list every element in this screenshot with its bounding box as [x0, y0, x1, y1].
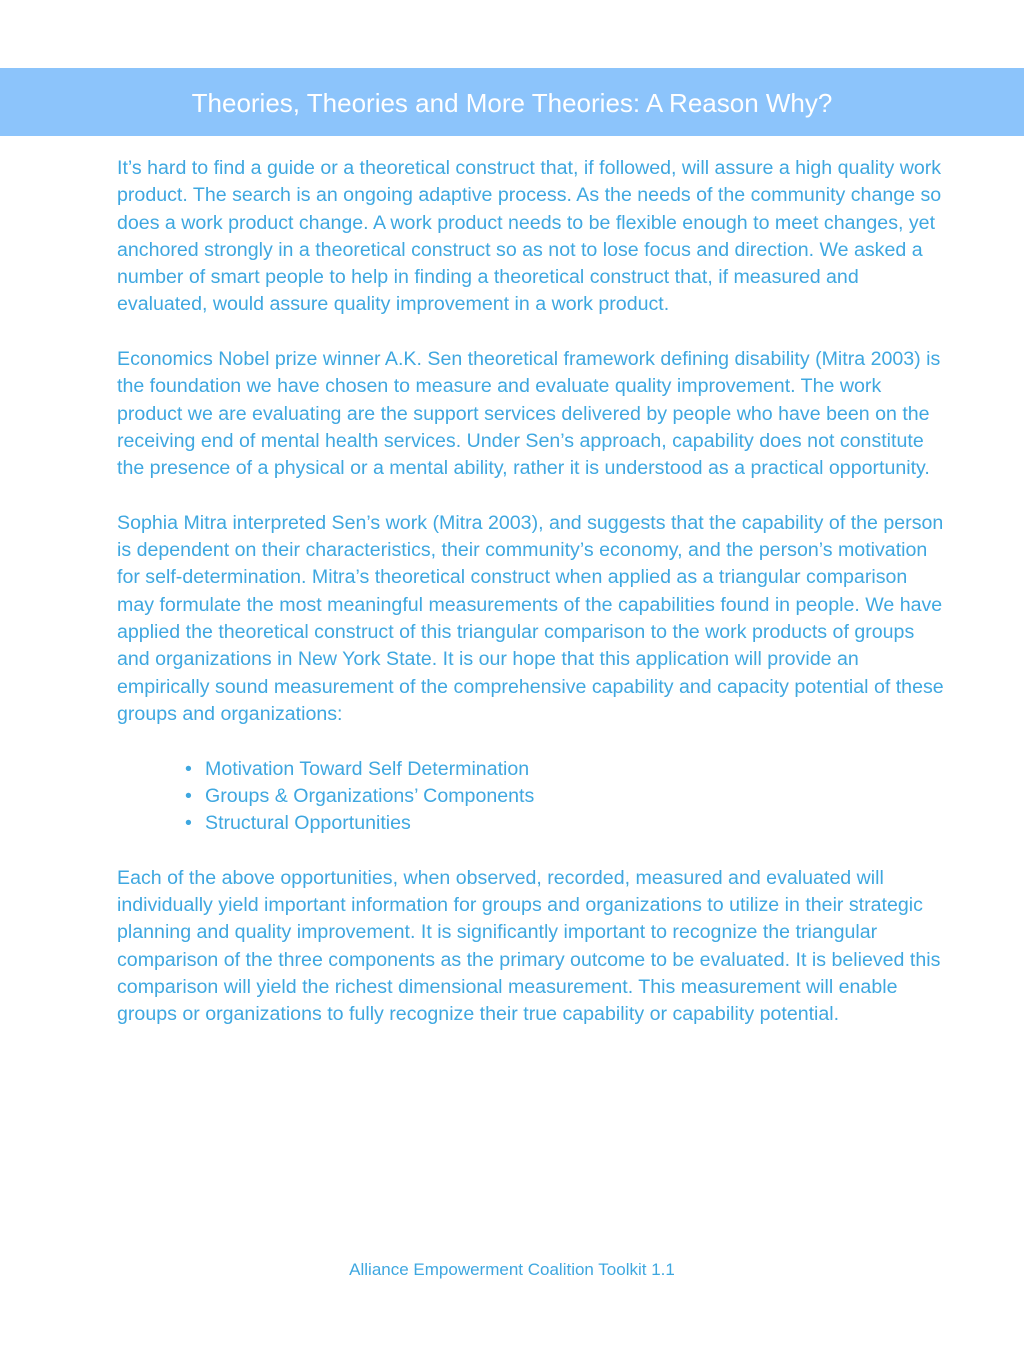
list-item: [185, 783, 947, 810]
paragraph-closing: Each of the above opportunities, when observed, recorded, measured and evaluated will individually yield important information for groups and organizations to utilize in their strategic planning and quality improvement. It is significantly important to recognize the triangular comparison of the three components as the primary outcome to be evaluated. It is believed this comparison will yield the richest dimensional measurement. This measurement will enable groups or organizations to fully recognize their true capability or capability potential.: [117, 866, 941, 1026]
body-text: [117, 155, 947, 1056]
list-item-label: Groups & Organizations’ Components: [205, 784, 535, 807]
bullet-icon: •: [185, 757, 192, 780]
paragraph-intro: It’s hard to find a guide or a theoretical construct that, if followed, will assure a high quality work product. The search is an ongoing adaptive process. As the needs of the community change so does a work product change. A work product needs to be flexible enough to meet changes, yet anchored strongly in a theoretical construct so as not to lose focus and direction. We asked a number of smart people to help in finding a theoretical construct that, if measured and evaluated, would assure quality improvement in a work product.: [117, 157, 942, 316]
paragraph-mitra-interpretation: Sophia Mitra interpreted Sen’s work (Mitra 2003), and suggests that the capability of the person is dependent on their characteristics, their community’s economy, and the person’s motivation for self-determination. Mitra’s theoretical construct when applied as a triangular comparison may formulate the most meaningful measurements of the capabilities found in people. We have applied the theoretical construct of this triangular comparison to the work products of groups and organizations in New York State. It is our hope that this application will provide an empirically sound measurement of the comprehensive capability and capacity potential of these groups and organizations:: [117, 511, 944, 725]
paragraph-sen-framework: Economics Nobel prize winner A.K. Sen theoretical framework defining disability (Mitra 2003) is the foundation we have chosen to measure and evaluate quality improvement. The work product we are evaluating are the support services delivered by people who have been on the receiving end of mental health services. Under Sen’s approach, capability does not constitute the presence of a physical or a mental ability, rather it is understood as a practical opportunity.: [117, 348, 941, 480]
bullet-icon: •: [185, 784, 192, 807]
list-item-label: Structural Opportunities: [205, 812, 411, 835]
list-item: [185, 756, 947, 783]
list-item: [185, 810, 947, 837]
list-item-label: Motivation Toward Self Determination: [205, 757, 530, 780]
page-title: Theories, Theories and More Theories: A Reason Why?: [191, 88, 833, 118]
footer: Alliance Empowerment Coalition Toolkit 1.1: [349, 1260, 675, 1279]
bullet-icon: •: [185, 812, 192, 835]
opportunities-list: [117, 756, 947, 838]
